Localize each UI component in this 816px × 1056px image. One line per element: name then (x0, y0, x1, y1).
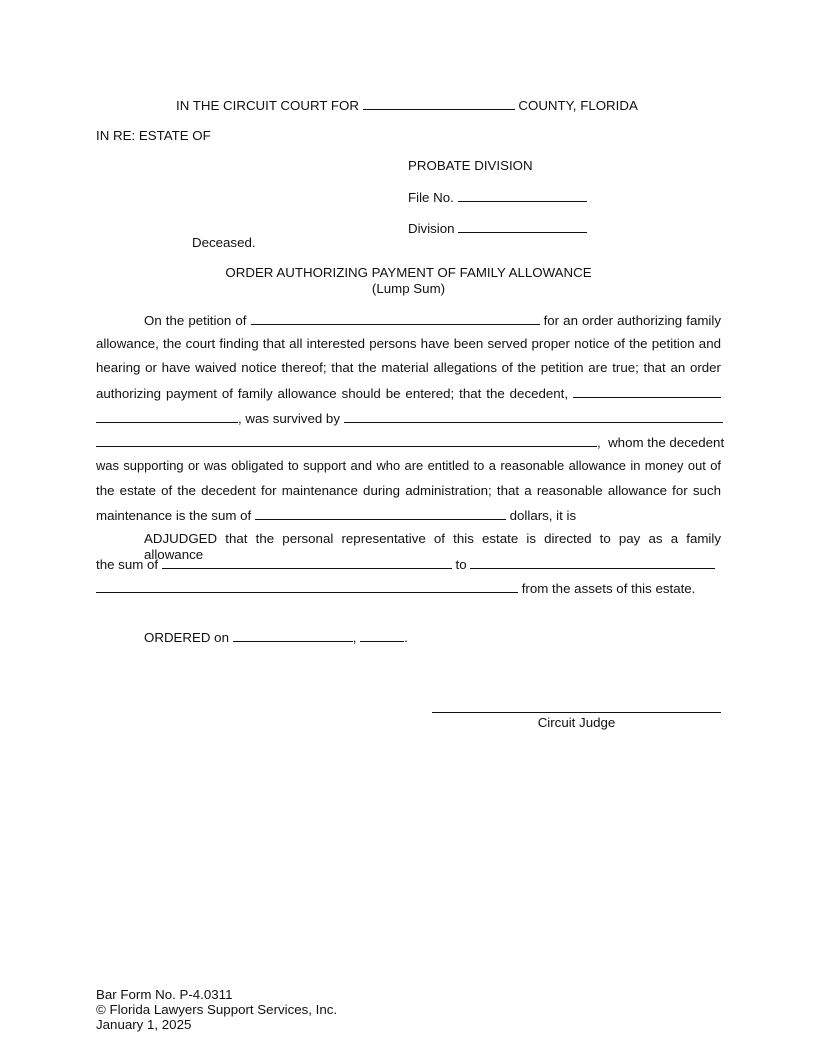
petition-prefix: On the petition of (144, 313, 247, 328)
petitioner-blank[interactable] (251, 312, 540, 325)
ordered-comma: , (352, 630, 357, 645)
assets-text: from the assets of this estate. (521, 581, 696, 596)
body-line-11 (96, 556, 715, 573)
file-no-blank[interactable] (458, 189, 587, 202)
circuit-judge-label: Circuit Judge (537, 715, 616, 730)
document-title: ORDER AUTHORIZING PAYMENT OF FAMILY ALLOWANCE (225, 265, 592, 280)
body-line-1 (144, 312, 721, 329)
division-blank[interactable] (458, 220, 587, 233)
survived-by-text: , was survived by (238, 411, 340, 426)
document-subtitle: (Lump Sum) (371, 281, 446, 296)
decedent-blank-1[interactable] (573, 385, 721, 398)
decedent-text: authorizing payment of family allowance should be entered; that the decedent, (96, 386, 569, 401)
division-label: Division (408, 221, 455, 236)
body-line-4 (96, 385, 721, 402)
division-row (408, 220, 587, 237)
copyright-notice: © Florida Lawyers Support Services, Inc. (96, 1002, 338, 1017)
ordered-year-blank[interactable] (360, 629, 404, 642)
judge-signature-line[interactable] (432, 712, 721, 713)
probate-division: PROBATE DIVISION (408, 158, 533, 173)
court-caption (176, 97, 638, 114)
body-line-3: hearing or have waived notice thereof; that the material allegations of the petition are true; that an order (96, 360, 721, 375)
body-line-2: allowance, the court finding that all interested persons have been served proper notice of the petition and (96, 336, 721, 351)
payee-blank-2[interactable] (96, 580, 518, 593)
survivors-blank-1[interactable] (344, 410, 723, 423)
in-re-label: IN RE: ESTATE OF (96, 128, 211, 143)
dollars-text: dollars, it is (509, 508, 577, 523)
county-blank[interactable] (363, 97, 515, 110)
form-date: January 1, 2025 (96, 1017, 192, 1032)
payee-blank-1[interactable] (470, 556, 715, 569)
whom-decedent-text: , whom the decedent (597, 435, 725, 450)
court-prefix: IN THE CIRCUIT COURT FOR (176, 98, 359, 113)
petition-suffix: for an order authorizing family (543, 313, 721, 328)
body-line-10: ADJUDGED that the personal representative of this estate is directed to pay as a family allowance (144, 531, 721, 562)
to-text: to (455, 557, 467, 572)
ordered-label: ORDERED on (144, 630, 229, 645)
ordered-period: . (404, 630, 408, 645)
allowance-amount-blank[interactable] (255, 507, 506, 520)
file-no-row (408, 189, 587, 206)
body-line-8: the estate of the decedent for maintenance during administration; that a reasonable allowance for such (96, 483, 721, 498)
body-line-5 (96, 410, 723, 427)
body-line-7: was supporting or was obligated to support and who are entitled to a reasonable allowance in money out of (96, 458, 721, 473)
sum-prefix: maintenance is the sum of (96, 508, 252, 523)
body-line-9 (96, 507, 576, 524)
sum-of-text: the sum of (96, 557, 159, 572)
body-line-12 (96, 580, 695, 597)
body-line-6 (96, 434, 724, 451)
decedent-blank-2[interactable] (96, 410, 238, 423)
deceased-label: Deceased. (192, 235, 256, 250)
pay-amount-blank[interactable] (162, 556, 452, 569)
ordered-line (144, 629, 408, 646)
file-no-label: File No. (408, 190, 454, 205)
county-suffix: COUNTY, FLORIDA (518, 98, 638, 113)
survivors-blank-2[interactable] (96, 434, 597, 447)
ordered-date-blank[interactable] (233, 629, 353, 642)
bar-form-number: Bar Form No. P-4.0311 (96, 987, 233, 1002)
